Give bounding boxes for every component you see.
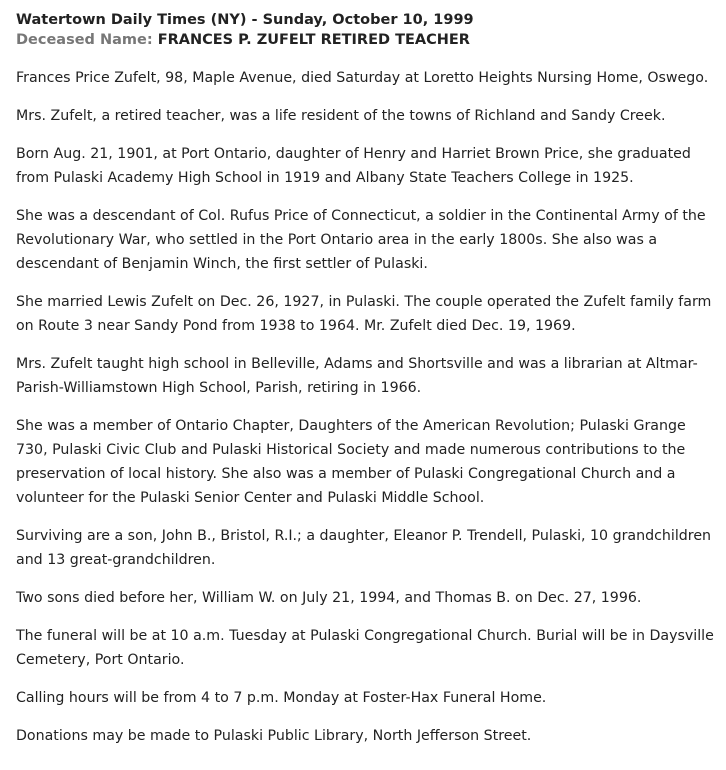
paragraph: Frances Price Zufelt, 98, Maple Avenue, died Saturday at Loretto Heights Nursing Home, Oswego. bbox=[16, 70, 709, 86]
paragraph: She was a descendant of Col. Rufus Price of Connecticut, a soldier in the Continental Army of the Revolutionary War, who settled in the Port Ontario area in the early 1800s. She also was a descendant of Benjamin Winch, the first settler of Pulaski. bbox=[16, 208, 706, 272]
header-separator: - bbox=[246, 12, 263, 28]
paragraph: Calling hours will be from 4 to 7 p.m. Monday at Foster-Hax Funeral Home. bbox=[16, 690, 547, 706]
paragraph: Born Aug. 21, 1901, at Port Ontario, daughter of Henry and Harriet Brown Price, she graduated from Pulaski Academy High School in 1919 and Albany State Teachers College in 1925. bbox=[16, 146, 691, 186]
paragraph: The funeral will be at 10 a.m. Tuesday at Pulaski Congregational Church. Burial will be in Daysville Cemetery, Port Ontario. bbox=[16, 628, 714, 668]
publication-header bbox=[16, 10, 718, 30]
paragraph: Surviving are a son, John B., Bristol, R.I.; a daughter, Eleanor P. Trendell, Pulaski, 10 grandchildren and 13 great-grandchildren. bbox=[16, 528, 712, 568]
paragraph: Two sons died before her, William W. on July 21, 1994, and Thomas B. on Dec. 27, 1996. bbox=[16, 590, 642, 606]
paragraph: Mrs. Zufelt, a retired teacher, was a life resident of the towns of Richland and Sandy Creek. bbox=[16, 108, 666, 124]
paragraph: She was a member of Ontario Chapter, Daughters of the American Revolution; Pulaski Grange 730, Pulaski Civic Club and Pulaski Historical Society and made numerous contributions to the preservation of local history. She also was a member of Pulaski Congregational Church and a volunteer for the Pulaski Senior Center and Pulaski Middle School. bbox=[16, 418, 686, 506]
deceased-name: FRANCES P. ZUFELT RETIRED TEACHER bbox=[157, 32, 470, 48]
paragraph: Donations may be made to Pulaski Public Library, North Jefferson Street. bbox=[16, 728, 532, 744]
publication-date: Sunday, October 10, 1999 bbox=[262, 12, 474, 28]
publication-name: Watertown Daily Times (NY) bbox=[16, 12, 247, 28]
deceased-header bbox=[16, 30, 718, 50]
obituary-body bbox=[16, 66, 718, 748]
paragraph: Mrs. Zufelt taught high school in Belleville, Adams and Shortsville and was a librarian at Altmar-Parish-Williamstown High School, Parish, retiring in 1966. bbox=[16, 356, 698, 396]
paragraph: She married Lewis Zufelt on Dec. 26, 1927, in Pulaski. The couple operated the Zufelt family farm on Route 3 near Sandy Pond from 1938 to 1964. Mr. Zufelt died Dec. 19, 1969. bbox=[16, 294, 712, 334]
deceased-label: Deceased Name: bbox=[16, 32, 153, 48]
